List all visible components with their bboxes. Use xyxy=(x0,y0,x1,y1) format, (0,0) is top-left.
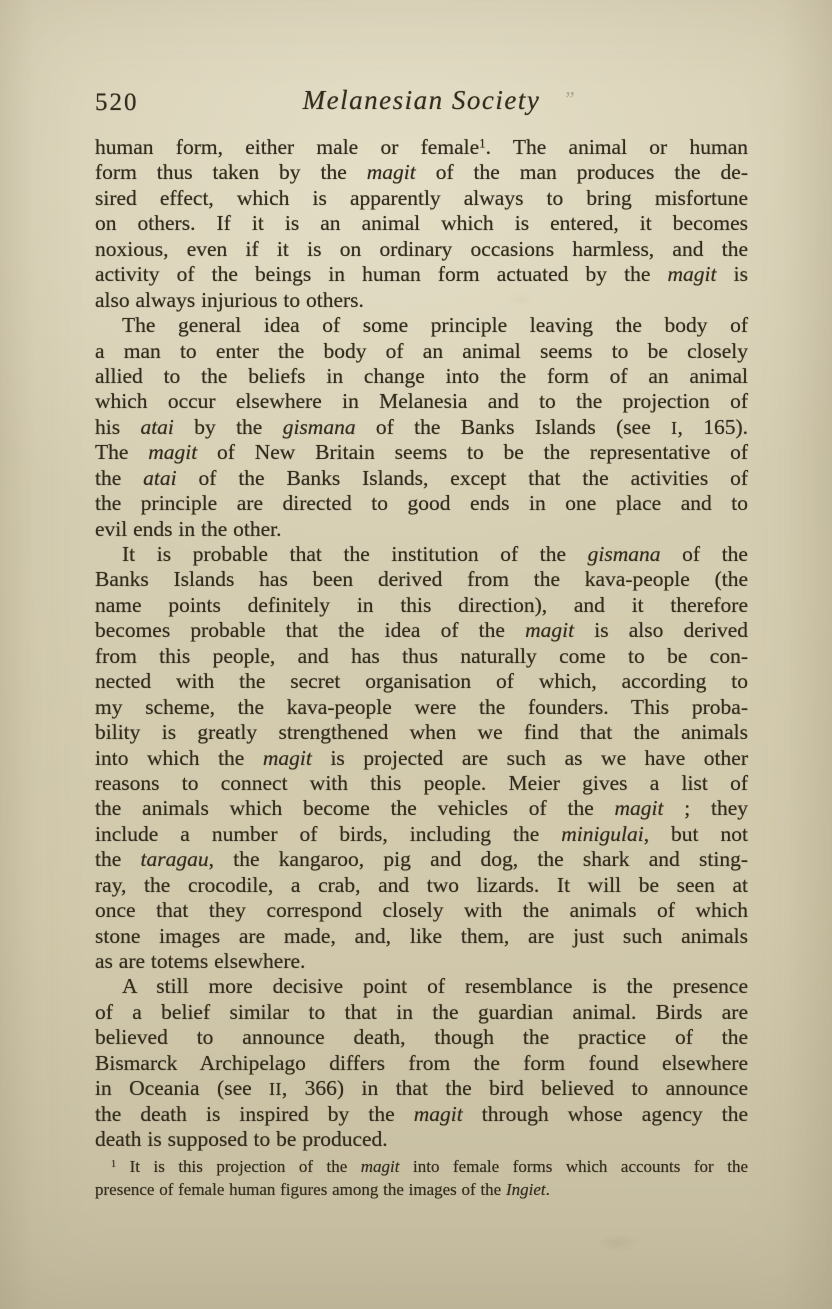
running-title: Melanesian Society xyxy=(302,85,541,115)
text-line xyxy=(95,440,748,465)
text-line xyxy=(95,898,748,923)
text-segment: the xyxy=(95,847,141,872)
footnote xyxy=(95,1156,748,1201)
text-segment: which occur elsewhere in Melanesia and to the projection of xyxy=(95,389,748,414)
text-segment: nected with the secret organisation of which, according to xyxy=(95,669,748,694)
text-segment: evil ends in the other. xyxy=(95,516,282,541)
text-line xyxy=(95,135,748,160)
text-segment: as are totems elsewhere. xyxy=(95,949,306,973)
text-segment: of the xyxy=(660,542,748,566)
italic-term: magit xyxy=(413,1101,463,1126)
text-line xyxy=(95,415,748,440)
text-segment: stone images are made, and, like them, are just such animals xyxy=(95,923,748,948)
page-number: 520 xyxy=(95,89,139,116)
text-line xyxy=(95,949,748,974)
smallcaps-volume-numeral: II xyxy=(269,1079,282,1100)
text-line xyxy=(95,517,748,542)
text-segment: of the Banks Islands, except that the activities of xyxy=(176,465,748,490)
text-segment: the xyxy=(95,465,144,490)
text-segment: death is supposed to be produced. xyxy=(95,1127,388,1152)
text-line xyxy=(95,720,748,745)
text-line xyxy=(95,288,748,313)
text-segment: , 366) in that the bird believed to announce xyxy=(281,1076,748,1101)
text-segment: of the Banks Islands (see xyxy=(355,414,672,439)
text-line xyxy=(95,593,748,618)
italic-term: magit xyxy=(525,618,575,643)
text-segment: once that they correspond closely with the animals of which xyxy=(95,898,748,923)
text-line xyxy=(95,974,748,999)
text-segment: The xyxy=(95,440,149,465)
text-segment: is projected are such as we have other xyxy=(311,745,748,770)
text-segment: human form, either male or female xyxy=(95,135,480,159)
text-segment: becomes probable that the idea of the xyxy=(95,618,526,643)
italic-term: taragau xyxy=(140,847,209,872)
text-line xyxy=(95,1179,748,1202)
text-segment: sired effect, which is apparently always to bring misfortune xyxy=(95,185,748,210)
text-segment: the principle are directed to good ends in one place and to xyxy=(95,491,748,516)
text-segment: into female forms which accounts for the xyxy=(399,1157,748,1176)
text-segment: believed to announce death, though the practice of the xyxy=(95,1025,748,1050)
text-line xyxy=(95,1127,748,1152)
text-line xyxy=(95,160,748,185)
text-line xyxy=(95,746,748,771)
text-segment: include a number of birds, including the xyxy=(95,821,562,846)
text-segment: ray, the crocodile, a crab, and two lizards. It will be seen at xyxy=(95,872,748,897)
text-segment: the animals which become the vehicles of the xyxy=(95,796,615,821)
text-segment: in Oceania (see xyxy=(95,1076,270,1101)
italic-term: magit xyxy=(148,440,198,465)
text-line xyxy=(95,669,748,694)
text-line xyxy=(95,211,748,236)
text-segment: of the man produces the de- xyxy=(415,160,748,185)
scan-artifact-mark: ” xyxy=(563,87,575,111)
text-line xyxy=(95,567,748,592)
text-line xyxy=(95,1000,748,1025)
text-segment: allied to the beliefs in change into the form of an animal xyxy=(95,363,748,388)
text-segment: through whose agency the xyxy=(462,1101,749,1126)
text-line xyxy=(95,1051,748,1076)
italic-term: magit xyxy=(366,160,416,185)
text-line xyxy=(95,822,748,847)
text-segment: from this people, and has thus naturally come to be con- xyxy=(95,643,748,668)
text-segment: Bismarck Archipelago differs from the form found elsewhere xyxy=(95,1050,748,1075)
italic-term: magit xyxy=(262,745,312,770)
italic-term: magit xyxy=(667,262,717,287)
text-line xyxy=(95,313,748,338)
text-line xyxy=(95,644,748,669)
text-segment: ; they xyxy=(663,796,748,821)
italic-term: Ingiet xyxy=(505,1179,546,1199)
italic-term: gismana xyxy=(587,542,661,566)
italic-term: magit xyxy=(614,796,664,821)
text-segment: The general idea of some principle leaving the body of xyxy=(122,313,748,338)
text-line xyxy=(95,542,748,567)
text-line xyxy=(95,262,748,287)
footnote-reference: 1 xyxy=(479,136,486,151)
text-segment: activity of the beings in human form actuated by the xyxy=(95,262,668,287)
text-line xyxy=(95,466,748,491)
italic-term: minigulai xyxy=(561,821,644,846)
text-segment: reasons to connect with this people. Meier gives a list of xyxy=(95,770,748,795)
text-segment: his xyxy=(95,414,141,439)
text-line xyxy=(95,924,748,949)
text-line xyxy=(95,491,748,516)
italic-term: atai xyxy=(140,414,174,439)
text-line xyxy=(95,771,748,796)
text-segment: , 165). xyxy=(677,414,748,439)
text-line xyxy=(95,364,748,389)
text-segment: into which the xyxy=(95,745,263,770)
text-segment: is xyxy=(716,262,748,287)
footnote-reference: 1 xyxy=(111,1158,117,1170)
text-segment: presence of female human figures among the images of the xyxy=(95,1179,506,1199)
text-segment: bility is greatly strengthened when we find that the animals xyxy=(95,720,748,745)
text-segment: of a belief similar to that in the guardian animal. Birds are xyxy=(95,999,748,1024)
text-segment: name points definitely in this direction), and it therefore xyxy=(95,592,748,617)
text-segment: It is this projection of the xyxy=(116,1157,361,1176)
text-segment: Banks Islands has been derived from the kava-people (the xyxy=(95,567,748,592)
text-segment: my scheme, the kava-people were the founders. This proba- xyxy=(95,694,748,719)
text-line xyxy=(95,237,748,262)
text-line xyxy=(95,1156,748,1179)
text-line xyxy=(95,695,748,720)
text-segment: A still more decisive point of resemblance is the presence xyxy=(122,974,748,999)
italic-term: atai xyxy=(143,465,177,490)
text-segment: the death is inspired by the xyxy=(95,1101,414,1126)
text-line xyxy=(95,873,748,898)
text-line xyxy=(95,1076,748,1101)
text-segment: , but not xyxy=(643,821,749,846)
text-line xyxy=(95,618,748,643)
text-line xyxy=(95,1102,748,1127)
text-segment: form thus taken by the xyxy=(95,160,367,185)
text-line xyxy=(95,339,748,364)
text-segment: . xyxy=(545,1179,550,1199)
text-line xyxy=(95,186,748,211)
text-line xyxy=(95,847,748,872)
text-segment: . The animal or human xyxy=(485,135,748,159)
text-line xyxy=(95,389,748,414)
text-segment: by the xyxy=(173,414,283,439)
text-segment: noxious, even if it is on ordinary occasions harmless, and the xyxy=(95,236,748,261)
text-segment: on others. If it is an animal which is entered, it becomes xyxy=(95,211,748,236)
text-segment: It is probable that the institution of the xyxy=(122,542,588,566)
italic-term: gismana xyxy=(282,414,356,439)
text-segment: , the kangaroo, pig and dog, the shark and sting- xyxy=(208,847,748,872)
text-segment: of New Britain seems to be the representative of xyxy=(197,440,748,465)
text-line xyxy=(95,796,748,821)
text-segment: a man to enter the body of an animal seems to be closely xyxy=(95,338,748,363)
page-header xyxy=(95,84,748,120)
italic-term: magit xyxy=(360,1157,400,1176)
text-line xyxy=(95,1025,748,1050)
body-text xyxy=(95,135,748,1153)
text-segment: is also derived xyxy=(574,618,748,643)
smallcaps-volume-numeral: I xyxy=(671,417,678,438)
text-segment: also always injurious to others. xyxy=(95,287,364,312)
